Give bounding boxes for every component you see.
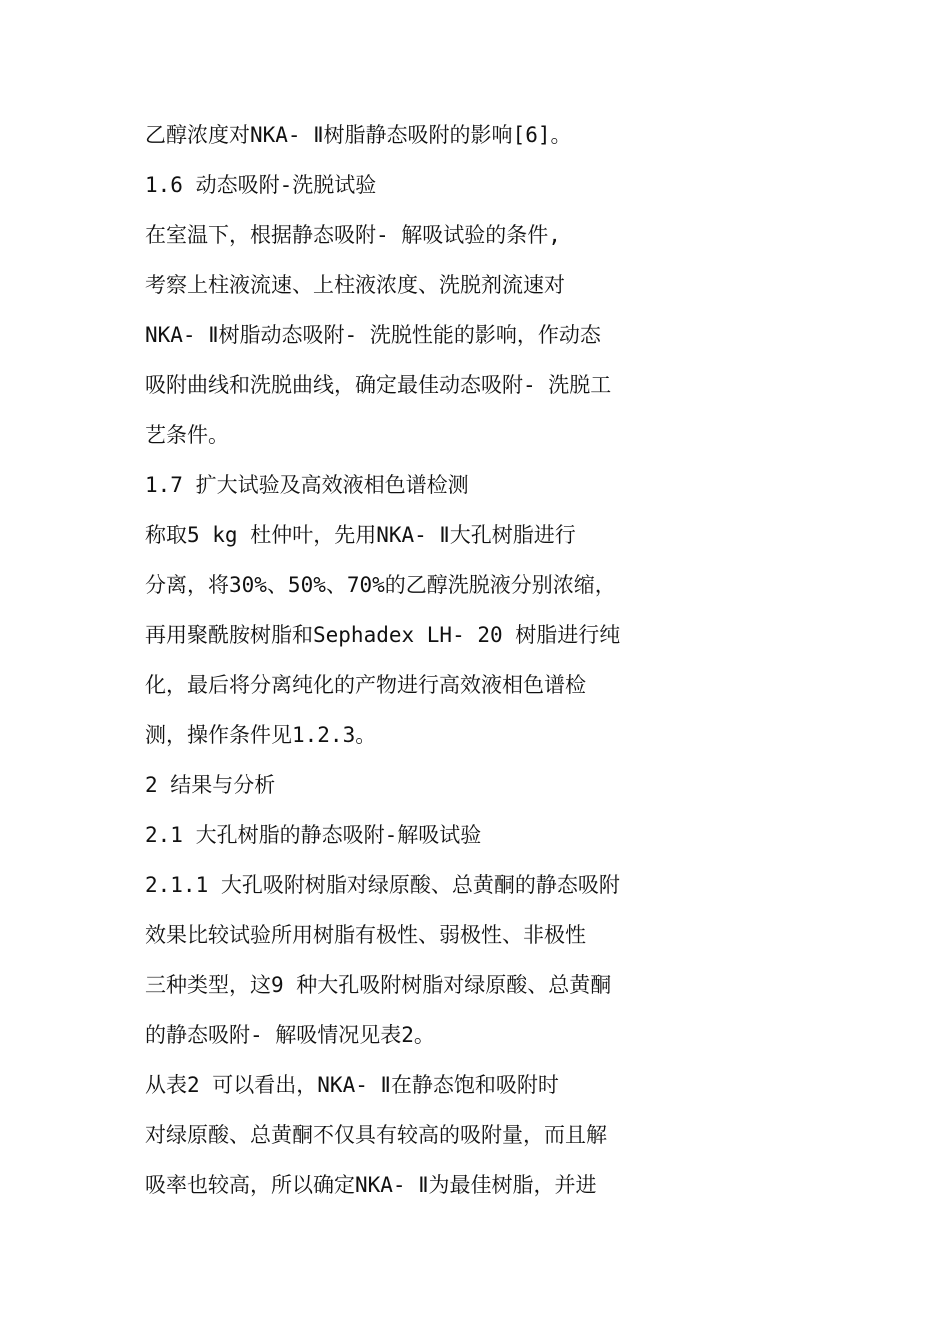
text-line: 分离，将30%、50%、70%的乙醇洗脱液分别浓缩， (145, 573, 616, 597)
text-line: 在室温下，根据静态吸附- 解吸试验的条件, (145, 223, 561, 247)
section-heading-1-7: 1.7 扩大试验及高效液相色谱检测 (145, 473, 469, 497)
text-line: 的静态吸附- 解吸情况见表2。 (145, 1023, 435, 1047)
text-line: 从表2 可以看出，NKA- Ⅱ在静态饱和吸附时 (145, 1073, 559, 1097)
text-line: 再用聚酰胺树脂和Sephadex LH- 20 树脂进行纯 (145, 623, 621, 647)
text-line: 效果比较试验所用树脂有极性、弱极性、非极性 (145, 923, 586, 947)
text-line: 称取5 kg 杜仲叶，先用NKA- Ⅱ大孔树脂进行 (145, 523, 576, 547)
text-line: 考察上柱液流速、上柱液浓度、洗脱剂流速对 (145, 273, 565, 297)
text-line: 吸率也较高，所以确定NKA- Ⅱ为最佳树脂，并进 (145, 1173, 597, 1197)
section-heading-1-6: 1.6 动态吸附-洗脱试验 (145, 173, 377, 197)
text-line: 三种类型，这9 种大孔吸附树脂对绿原酸、总黄酮 (145, 973, 612, 997)
section-heading-2-1: 2.1 大孔树脂的静态吸附-解吸试验 (145, 823, 482, 847)
text-line: 测，操作条件见1.2.3。 (145, 723, 377, 747)
section-heading-2-1-1: 2.1.1 大孔吸附树脂对绿原酸、总黄酮的静态吸附 (145, 873, 620, 897)
text-line: NKA- Ⅱ树脂动态吸附- 洗脱性能的影响，作动态 (145, 323, 601, 347)
text-line: 乙醇浓度对NKA- Ⅱ树脂静态吸附的影响[6]。 (145, 123, 572, 147)
body-text (145, 110, 765, 1210)
text-line: 吸附曲线和洗脱曲线，确定最佳动态吸附- 洗脱工 (145, 373, 612, 397)
text-line: 对绿原酸、总黄酮不仅具有较高的吸附量，而且解 (145, 1123, 607, 1147)
section-heading-2: 2 结果与分析 (145, 773, 276, 797)
text-line: 化，最后将分离纯化的产物进行高效液相色谱检 (145, 673, 586, 697)
text-line: 艺条件。 (145, 423, 229, 447)
